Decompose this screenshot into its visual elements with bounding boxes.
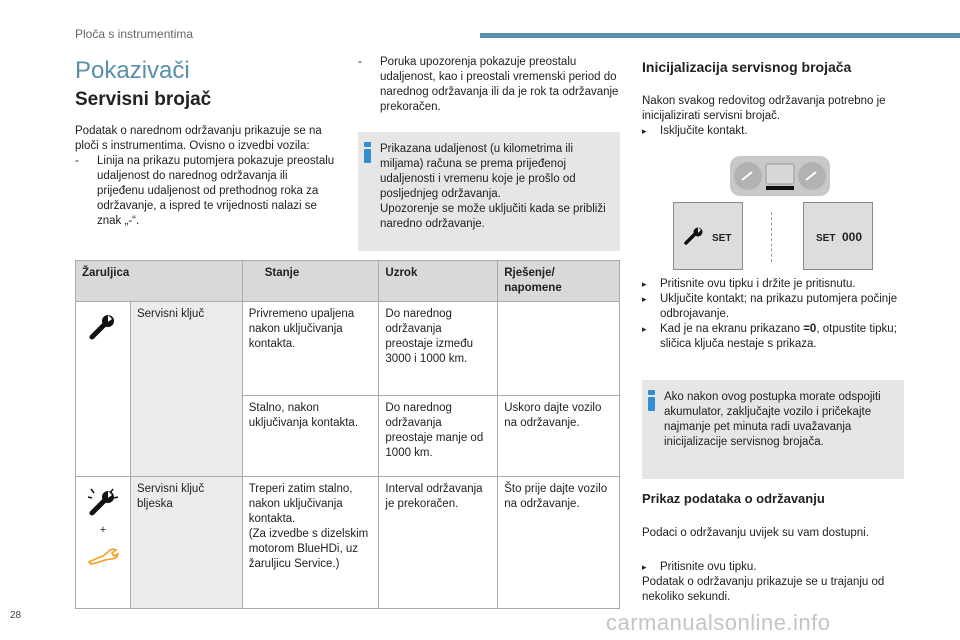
init-steps [642, 277, 912, 352]
init-intro [642, 94, 912, 139]
lamp-name-cell: Servisni ključ bljeska [130, 477, 242, 609]
bold-value: =0 [803, 323, 817, 335]
bullet-item [642, 560, 922, 575]
bullet-icon: ▸ [642, 324, 647, 334]
bullet-text: Kad je na ekranu prikazano =0, otpustite tipku; sličica ključa nestaje s prikaza. [660, 323, 897, 350]
instrument-cluster-illustration [730, 156, 830, 196]
maintenance-steps [642, 560, 922, 605]
set-button-label: SET [816, 233, 836, 244]
info-box-text: Prikazana udaljenost (u kilometrima ili miljama) računa se prema prijeđenoj udaljenosti i vremenu koje je prošlo od posljednjeg održavanja. Upozorenje se može uključiti kada se približi naredno održavanje. [380, 143, 606, 230]
cause-cell: Interval održavanja je prekoračen. [379, 477, 498, 609]
col1-list-item [75, 154, 335, 229]
bullet-text: Pritisnite ovu tipku i držite je pritisnutu. [660, 278, 856, 290]
bullet-text: Pritisnite ovu tipku. [660, 561, 757, 573]
dash-marker: - [75, 155, 79, 167]
col1-text [75, 124, 335, 229]
info-box-distance [358, 132, 620, 251]
table-row [76, 302, 620, 396]
warning-lamp-table [75, 260, 620, 609]
init-intro-text: Nakon svakog redovitog održavanja potrebno je inicijalizirati servisni brojač. [642, 95, 886, 122]
set-button-right[interactable] [803, 202, 873, 270]
col2-text [358, 55, 620, 115]
wrench-outline-icon [82, 544, 124, 571]
set-button-value: 000 [842, 230, 863, 244]
plus-sign: + [99, 524, 107, 536]
solution-cell: Što prije dajte vozilo na održavanje. [498, 477, 620, 609]
maintenance-duration-text: Podatak o održavanju prikazuje se u trajanju od nekoliko sekundi. [642, 576, 885, 603]
info-icon [364, 142, 371, 162]
cause-cell: Do narednog održavanja preostaje manje od 1000 km. [379, 396, 498, 477]
col1-list-text: Linija na prikazu putomjera pokazuje preostalu udaljenost do narednog održavanja ili prijeđenu udaljenost od prethodnog roka za održavanje, a ispred te vrijednosti nalazi se znak „-“. [97, 155, 335, 227]
lamp-icon-cell [76, 477, 131, 609]
maintenance-display-title: Prikaz podataka o održavanju [642, 491, 825, 506]
col1-intro: Podatak o narednom održavanju prikazuje se na ploči s instrumentima. Ovisno o izvedbi vozila: [75, 125, 322, 152]
wrench-icon [88, 331, 118, 343]
lamp-icon-cell [76, 302, 131, 477]
lamp-name-cell: Servisni ključ [130, 302, 242, 477]
dash-marker: - [358, 56, 362, 68]
section-subtitle: Servisni brojač [75, 89, 212, 110]
th-state: Stanje [242, 261, 379, 302]
col2-list-text: Poruka upozorenja pokazuje preostalu udaljenost, kao i preostali vremenski period do narednog održavanja ili da je rok ta održavanje prekoračen. [380, 56, 619, 113]
button-separator [771, 212, 772, 262]
solution-cell: Uskoro dajte vozilo na održavanje. [498, 396, 620, 477]
set-button-label: SET [712, 233, 732, 244]
set-button-left[interactable] [673, 202, 743, 270]
col2-list-item [358, 55, 620, 115]
table-header-row [76, 261, 620, 302]
maintenance-text: Podaci o održavanju uvijek su vam dostupni. [642, 527, 869, 539]
bullet-text: Isključite kontakt. [660, 125, 748, 137]
bullet-icon: ▸ [642, 279, 647, 289]
state-cell: Privremeno upaljena nakon uključivanja kontakta. [242, 302, 379, 396]
state-cell: Treperi zatim stalno, nakon uključivanja kontakta. (Za izvedbe s dizelskim motorom BlueHDi, uz žaruljicu Service.) [242, 477, 379, 609]
watermark: carmanualsonline.info [606, 610, 831, 635]
state-cell: Stalno, nakon uključivanja kontakta. [242, 396, 379, 477]
solution-cell [498, 302, 620, 396]
th-solution: Rješenje/ napomene [498, 261, 620, 302]
wrench-flashing-icon [82, 485, 124, 522]
cause-cell: Do narednog održavanja preostaje između 3000 i 1000 km. [379, 302, 498, 396]
bullet-item [642, 292, 912, 322]
info-icon [648, 390, 655, 410]
th-lamp: Žaruljica [76, 261, 243, 302]
header-accent-bar [480, 33, 960, 38]
table-row [76, 477, 620, 609]
info-box-text: Ako nakon ovog postupka morate odspojiti akumulator, zaključajte vozilo i pričekajte najmanje pet minuta radi uvažavanja inicijalizacije servisnog brojača. [664, 391, 881, 448]
page-number: 28 [10, 610, 22, 621]
wrench-icon [683, 227, 705, 250]
init-section-title: Inicijalizacija servisnog brojača [642, 59, 852, 75]
section-title: Pokazivači [75, 57, 190, 84]
bullet-item [642, 124, 912, 139]
info-box-battery [642, 380, 904, 479]
bullet-item [642, 322, 912, 352]
th-cause: Uzrok [379, 261, 498, 302]
bullet-icon: ▸ [642, 126, 647, 136]
bullet-icon: ▸ [642, 562, 647, 572]
page-header-title: Ploča s instrumentima [75, 27, 194, 41]
bullet-text: Uključite kontakt; na prikazu putomjera počinje odbrojavanje. [660, 293, 898, 320]
bullet-item [642, 277, 912, 292]
bullet-icon: ▸ [642, 294, 647, 304]
